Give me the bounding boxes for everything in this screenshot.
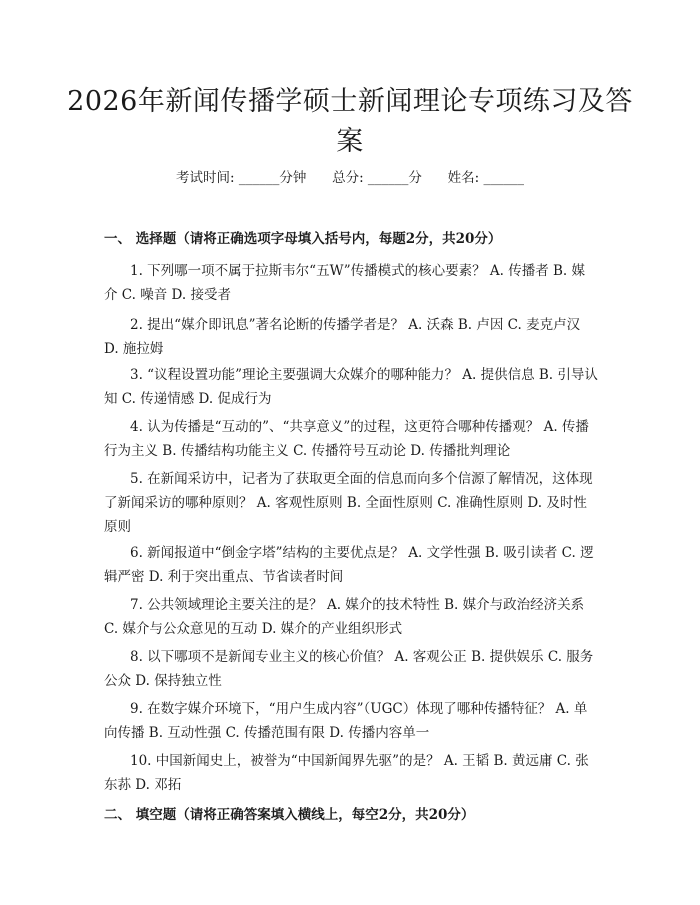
question-8: 8. 以下哪项不是新闻专业主义的核心价值？ A. 客观公正 B. 提供娱乐 C. 服务公众 D. 保持独立性 (104, 649, 594, 689)
question-5: 5. 在新闻采访中，记者为了获取更全面的信息而向多个信源了解情况，这体现了新闻采访的哪种原则？ A. 客观性原则 B. 全面性原则 C. 准确性原则 D. 及时性原则 (104, 471, 593, 535)
section-heading-multiple-choice: 一、 选择题（请将正确选项字母填入括号内，每题2分，共20分） (104, 231, 502, 247)
question-7: 7. 公共领域理论主要关注的是？ A. 媒介的技术特性 B. 媒介与政治经济关系 C. 媒介与公众意见的互动 D. 媒介的产业组织形式 (104, 597, 585, 637)
section-heading-fill-in: 二、 填空题（请将正确答案填入横线上，每空2分，共20分） (104, 807, 475, 823)
exam-info-line: 考试时间: ______分钟 总分: ______分 姓名: ______ (175, 170, 524, 186)
question-2: 2. 提出“媒介即讯息”著名论断的传播学者是？ A. 沃森 B. 卢因 C. 麦克卢汉 D. 施拉姆 (104, 317, 581, 357)
question-6: 6. 新闻报道中“倒金字塔”结构的主要优点是？ A. 文学性强 B. 吸引读者 C. 逻辑严密 D. 利于突出重点、节省读者时间 (104, 545, 594, 585)
question-10: 10. 中国新闻史上，被誉为“中国新闻界先驱”的是？ A. 王韬 B. 黄远庸 C. 张东荪 D. 邓拓 (104, 753, 589, 793)
page-title: 2026年新闻传播学硕士新闻理论专项练习及答案 (67, 86, 633, 157)
question-4: 4. 认为传播是“互动的”、“共享意义”的过程，这更符合哪种传播观？ A. 传播行为主义 B. 传播结构功能主义 C. 传播符号互动论 D. 传播批判理论 (104, 419, 589, 459)
question-3: 3. “议程设置功能”理论主要强调大众媒介的哪种能力？ A. 提供信息 B. 引导认知 C. 传递情感 D. 促成行为 (104, 367, 598, 407)
question-1: 1. 下列哪一项不属于拉斯韦尔“五W”传播模式的核心要素？ A. 传播者 B. 媒介 C. 噪音 D. 接受者 (104, 263, 586, 303)
question-9: 9. 在数字媒介环境下，“用户生成内容”（UGC）体现了哪种传播特征？ A. 单向传播 B. 互动性强 C. 传播范围有限 D. 传播内容单一 (104, 701, 588, 741)
